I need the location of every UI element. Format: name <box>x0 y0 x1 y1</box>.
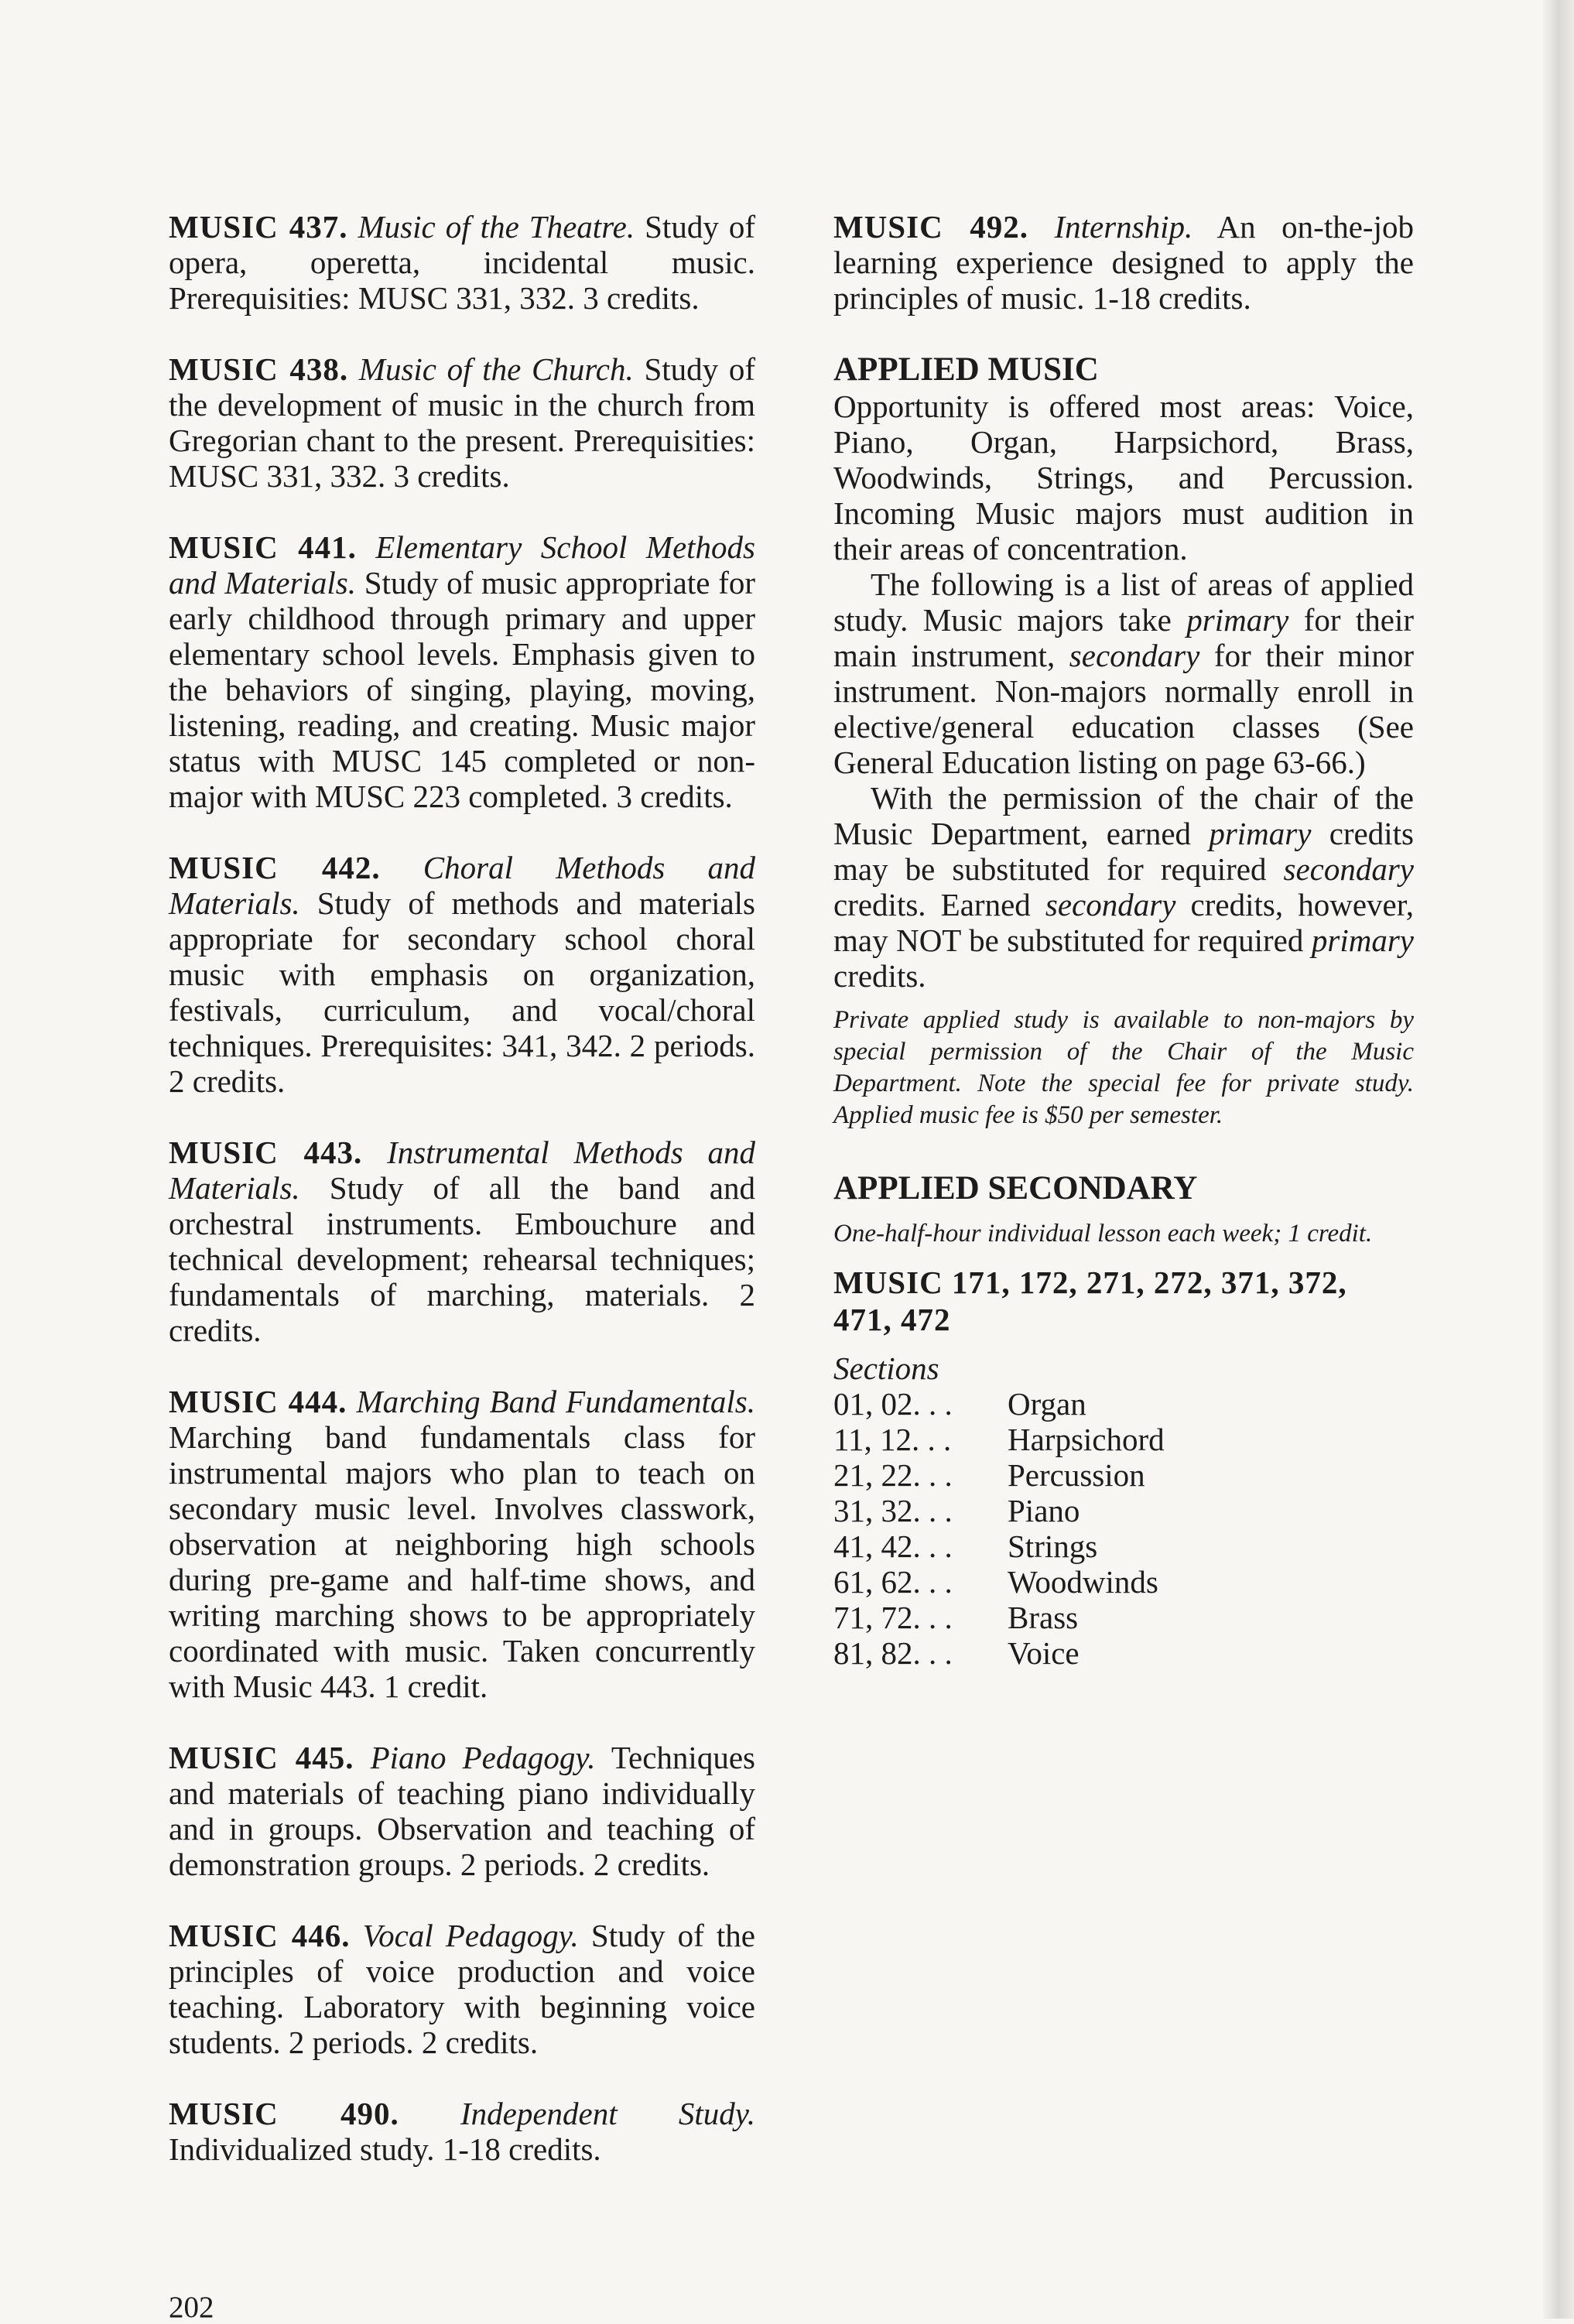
section-row: 71, 72. . . Brass <box>833 1600 1079 1635</box>
course-entry: MUSIC 437. Music of the Theatre. Study of opera, operetta, incidental music. Prerequisities: MUSC 331, 332. 3 credits. <box>169 209 756 316</box>
course-entry: MUSIC 441. Elementary School Methods and Materials. Study of music appropriate for early childhood through primary and upper elementary school levels. Emphasis given to the behaviors of singing, playing, moving, listening, reading, and creating. Music major status with MUSC 145 completed or non-major with MUSC 223 completed. 3 credits. <box>169 529 756 814</box>
applied-music-paragraph: Opportunity is offered most areas: Voice, Piano, Organ, Harpsichord, Brass, Woodwinds, Strings, and Percussion. Incoming Music majors must audition in their areas of concentration. <box>833 388 1414 566</box>
course-entry: MUSIC 490. Independent Study. Individualized study. 1-18 credits. <box>169 2096 755 2167</box>
right-column <box>833 209 1414 1671</box>
lesson-note: One-half-hour individual lesson each week; 1 credit. <box>833 1220 1373 1248</box>
course-entry: MUSIC 443. Instrumental Methods and Materials. Study of all the band and orchestral instruments. Embouchure and technical development; rehearsal techniques; fundamentals of marching, materials. 2 credits. <box>169 1135 756 1348</box>
page-number: 202 <box>169 2291 214 2324</box>
applied-study-paragraph: The following is a list of areas of applied study. Music majors take primary for their main instrument, secondary for their minor instrument. Non-majors normally enroll in elective/general education classes (See General Education listing on page 63-66.) <box>833 566 1414 780</box>
section-row: 81, 82. . . Voice <box>833 1635 1080 1671</box>
course-number-list: MUSIC 171, 172, 271, 272, 371, 372, 471, 472 <box>833 1265 1347 1337</box>
course-entry: MUSIC 446. Vocal Pedagogy. Study of the principles of voice production and voice teaching. Laboratory with beginning voice students. 2 periods. 2 credits. <box>169 1918 756 2060</box>
course-entry: MUSIC 442. Choral Methods and Materials. Study of methods and materials appropriate for secondary school choral music with emphasis on organization, festivals, curriculum, and vocal/choral techniques. Prerequisites: 341, 342. 2 periods. 2 credits. <box>169 850 755 1099</box>
section-row: 21, 22. . . Percussion <box>833 1457 1145 1493</box>
section-row: 61, 62. . . Woodwinds <box>833 1564 1158 1600</box>
sections-label: Sections <box>833 1350 939 1386</box>
course-entry: MUSIC 445. Piano Pedagogy. Techniques and materials of teaching piano individually and in groups. Observation and teaching of demonstration groups. 2 periods. 2 credits. <box>169 1740 755 1882</box>
course-entry: MUSIC 444. Marching Band Fundamentals. Marching band fundamentals class for instrumental majors who plan to teach on secondary music level. Involves classwork, observation at neighboring high schools during pre-game and half-time shows, and writing marching shows to be appropriately coordinated with music. Taken concurrently with Music 443. 1 credit. <box>169 1384 755 1704</box>
credit-substitution-paragraph: With the permission of the chair of the Music Department, earned primary credits may be substituted for required secondary credits. Earned secondary credits, however, may NOT be substituted for required primary credits. <box>833 780 1414 994</box>
left-column <box>169 209 755 2202</box>
course-entry-internship: MUSIC 492. Internship. An on-the-job learning experience designed to apply the principles of music. 1-18 credits. <box>833 209 1414 316</box>
section-row: 11, 12. . . Harpsichord <box>833 1422 1165 1457</box>
section-row: 41, 42. . . Strings <box>833 1528 1098 1564</box>
applied-secondary-heading: APPLIED SECONDARY <box>833 1170 1198 1206</box>
page-binding-shadow <box>1543 0 1574 2319</box>
course-entry: MUSIC 438. Music of the Church. Study of the development of music in the church from Gregorian chant to the present. Prerequisities: MUSC 331, 332. 3 credits. <box>169 351 755 494</box>
section-row: 31, 32. . . Piano <box>833 1493 1080 1528</box>
applied-music-heading: APPLIED MUSIC <box>833 351 1099 388</box>
section-row: 01, 02. . . Organ <box>833 1386 1086 1422</box>
private-study-note: Private applied study is available to non-majors by special permission of the Chair of the Music Department. Note the special fee for private study. Applied music fee is $50 per semester. <box>833 1006 1414 1129</box>
